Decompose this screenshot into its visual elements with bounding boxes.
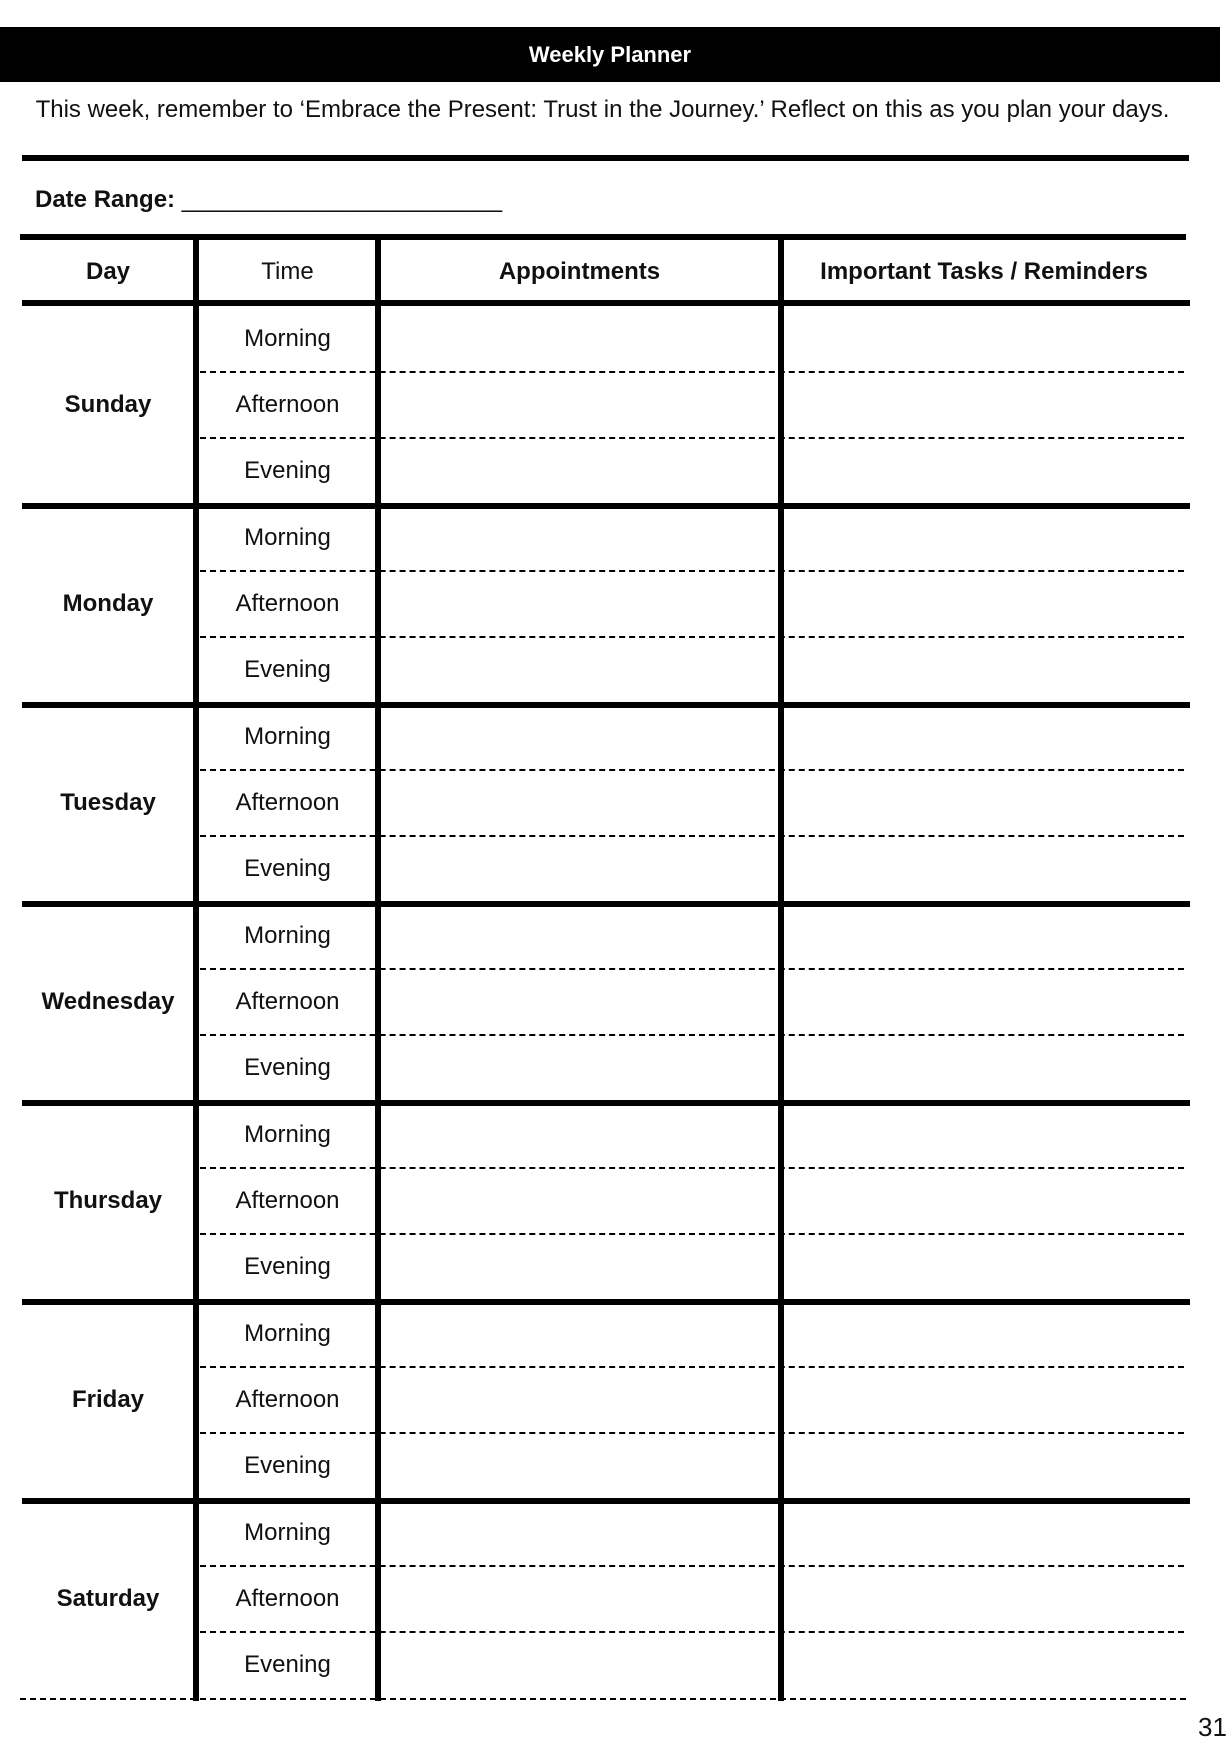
appointments-cell[interactable]	[381, 969, 778, 1035]
time-slot-label: Evening	[244, 1651, 331, 1678]
time-slot-label: Afternoon	[235, 1386, 340, 1413]
column-divider-time-appointments	[375, 238, 381, 1701]
time-slot-label: Morning	[244, 325, 331, 352]
appointments-cell[interactable]	[381, 903, 778, 969]
time-slot-label: Afternoon	[235, 1585, 340, 1612]
weekly-quote: This week, remember to ‘Embrace the Present: Trust in the Journey.’ Reflect on this as you plan your days.	[35, 96, 1170, 123]
column-divider-day-time	[193, 238, 199, 1701]
appointments-cell[interactable]	[381, 1367, 778, 1433]
time-slot-label: Afternoon	[235, 1187, 340, 1214]
appointments-cell[interactable]	[381, 1566, 778, 1632]
tasks-cell[interactable]	[784, 571, 1184, 637]
quote-divider	[22, 155, 1189, 161]
time-slot-label: Afternoon	[235, 590, 340, 617]
appointments-cell[interactable]	[381, 1168, 778, 1234]
day-label-0: Sunday	[64, 391, 152, 418]
page-number: 31	[1198, 1712, 1227, 1742]
time-slot-label: Evening	[244, 457, 331, 484]
appointments-cell[interactable]	[381, 836, 778, 902]
time-slot-label: Evening	[244, 1054, 331, 1081]
time-slot-label: Evening	[244, 1253, 331, 1280]
tasks-cell[interactable]	[784, 1168, 1184, 1234]
day-label-6: Saturday	[56, 1585, 160, 1612]
appointments-cell[interactable]	[381, 505, 778, 571]
header-day: Day	[85, 258, 131, 285]
tasks-cell[interactable]	[784, 438, 1184, 504]
tasks-cell[interactable]	[784, 1632, 1184, 1698]
appointments-cell[interactable]	[381, 571, 778, 637]
tasks-cell[interactable]	[784, 1500, 1184, 1566]
time-slot-label: Morning	[244, 524, 331, 551]
time-slot-label: Morning	[244, 1320, 331, 1347]
time-slot-label: Evening	[244, 1452, 331, 1479]
tasks-cell[interactable]	[784, 1433, 1184, 1499]
tasks-cell[interactable]	[784, 1035, 1184, 1101]
appointments-cell[interactable]	[381, 1301, 778, 1367]
tasks-cell[interactable]	[784, 505, 1184, 571]
tasks-cell[interactable]	[784, 836, 1184, 902]
header-time: Time	[261, 258, 314, 285]
tasks-cell[interactable]	[784, 770, 1184, 836]
tasks-cell[interactable]	[784, 969, 1184, 1035]
appointments-cell[interactable]	[381, 637, 778, 703]
appointments-cell[interactable]	[381, 306, 778, 372]
appointments-cell[interactable]	[381, 438, 778, 504]
appointments-cell[interactable]	[381, 1102, 778, 1168]
day-label-4: Thursday	[53, 1187, 163, 1214]
time-slot-label: Evening	[244, 855, 331, 882]
tasks-cell[interactable]	[784, 1367, 1184, 1433]
appointments-cell[interactable]	[381, 704, 778, 770]
time-slot-label: Afternoon	[235, 789, 340, 816]
time-slot-label: Afternoon	[235, 988, 340, 1015]
date-range-blank[interactable]: ________________________	[181, 186, 503, 213]
tasks-cell[interactable]	[784, 306, 1184, 372]
time-slot-label: Afternoon	[235, 391, 340, 418]
time-slot-label: Morning	[244, 1121, 331, 1148]
time-slot-label: Morning	[244, 723, 331, 750]
time-slot-label: Evening	[244, 656, 331, 683]
tasks-cell[interactable]	[784, 1301, 1184, 1367]
date-range	[35, 186, 502, 214]
page-title: Weekly Planner	[528, 41, 692, 67]
date-range-label: Date Range:	[35, 186, 176, 213]
appointments-cell[interactable]	[381, 1632, 778, 1698]
appointments-cell[interactable]	[381, 372, 778, 438]
column-divider-appointments-tasks	[778, 238, 784, 1701]
tasks-cell[interactable]	[784, 637, 1184, 703]
appointments-cell[interactable]	[381, 1035, 778, 1101]
time-slot-label: Morning	[244, 922, 331, 949]
day-label-2: Tuesday	[60, 789, 156, 816]
appointments-cell[interactable]	[381, 1433, 778, 1499]
tasks-cell[interactable]	[784, 903, 1184, 969]
day-label-1: Monday	[62, 590, 154, 617]
appointments-cell[interactable]	[381, 1500, 778, 1566]
tasks-cell[interactable]	[784, 1234, 1184, 1300]
time-slot-label: Morning	[244, 1519, 331, 1546]
page-title-bar	[0, 27, 1220, 82]
tasks-cell[interactable]	[784, 1102, 1184, 1168]
appointments-cell[interactable]	[381, 1234, 778, 1300]
day-label-3: Wednesday	[41, 988, 175, 1015]
appointments-cell[interactable]	[381, 770, 778, 836]
tasks-cell[interactable]	[784, 704, 1184, 770]
tasks-cell[interactable]	[784, 372, 1184, 438]
tasks-cell[interactable]	[784, 1566, 1184, 1632]
day-label-5: Friday	[71, 1386, 145, 1413]
header-appointments: Appointments	[498, 258, 661, 285]
header-tasks: Important Tasks / Reminders	[820, 258, 1148, 285]
